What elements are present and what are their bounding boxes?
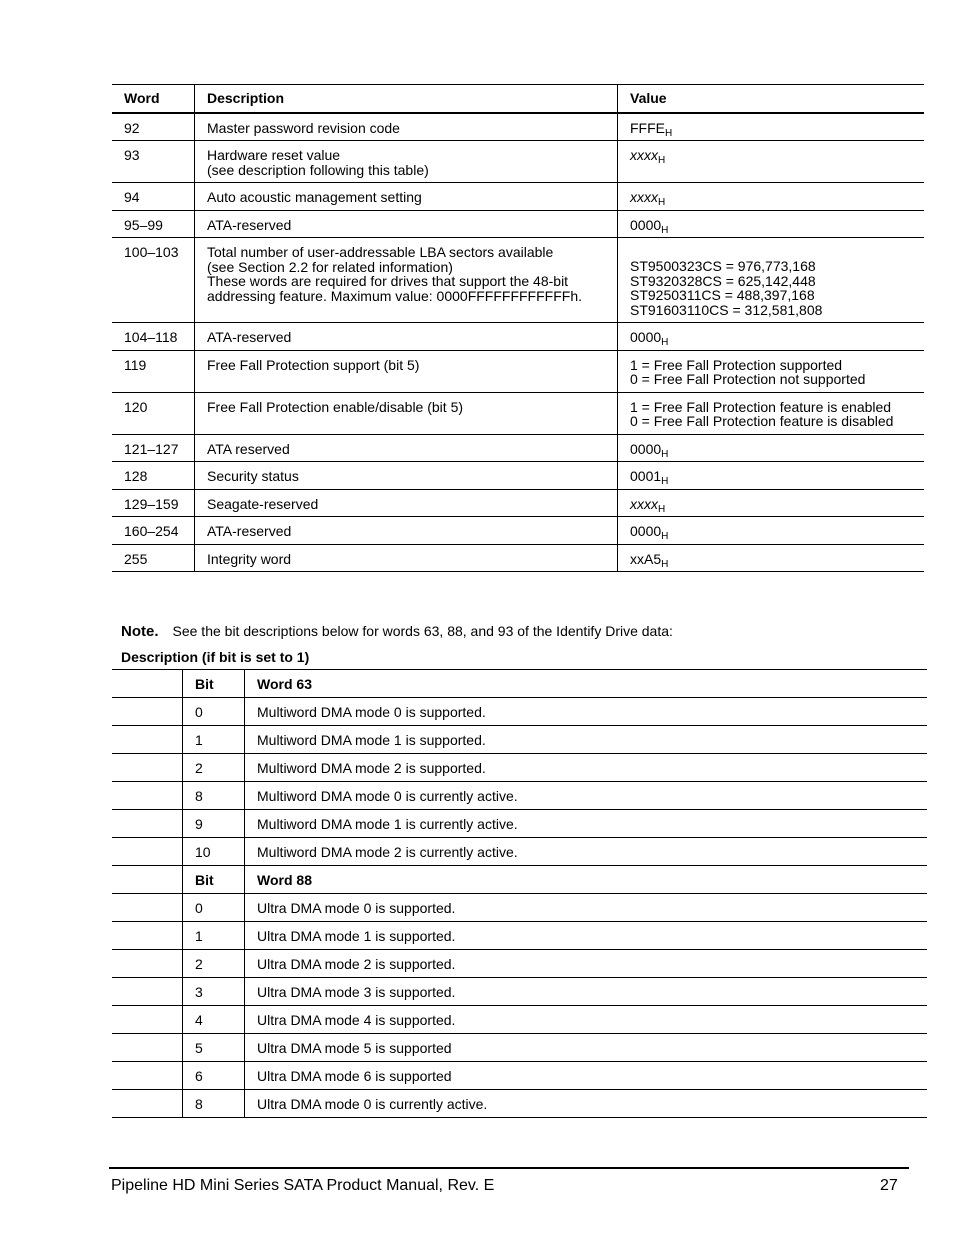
table-row xyxy=(112,323,924,351)
empty-cell xyxy=(112,866,183,894)
value-text: 1 = Free Fall Protection supported xyxy=(630,356,843,373)
description-line: Free Fall Protection enable/disable (bit 5) xyxy=(207,398,464,415)
bit-description-cell: Ultra DMA mode 6 is supported xyxy=(245,1062,928,1090)
hex-subscript: H xyxy=(665,127,673,139)
bit-cell: 1 xyxy=(183,726,245,754)
bit-table-row xyxy=(112,978,927,1006)
hex-subscript: H xyxy=(661,531,669,542)
value-line xyxy=(630,358,912,373)
value-cell xyxy=(618,350,925,392)
bit-table-row xyxy=(112,810,927,838)
word-cell: 100–103 xyxy=(112,238,195,323)
empty-cell xyxy=(112,922,183,950)
description-line: Seagate-reserved xyxy=(207,495,319,512)
bit-cell: Bit xyxy=(183,866,245,894)
bit-description-cell: Ultra DMA mode 3 is supported. xyxy=(245,978,928,1006)
identify-data-table xyxy=(112,84,924,572)
bit-description-cell: Multiword DMA mode 1 is supported. xyxy=(245,726,928,754)
bit-table-row xyxy=(112,894,927,922)
value-text: 0000 xyxy=(630,440,662,457)
table-row xyxy=(112,141,924,183)
value-cell xyxy=(618,210,925,238)
empty-cell xyxy=(112,838,183,866)
bit-table-row xyxy=(112,950,927,978)
bit-description-cell: Multiword DMA mode 2 is supported. xyxy=(245,754,928,782)
empty-cell xyxy=(112,810,183,838)
description-line: Security status xyxy=(207,468,299,484)
value-cell xyxy=(618,462,925,490)
value-text: 0001 xyxy=(630,468,662,484)
description-cell xyxy=(195,141,618,183)
word-cell: 94 xyxy=(112,183,195,211)
hex-subscript: H xyxy=(661,558,669,570)
description-line: ATA-reserved xyxy=(207,329,292,345)
description-line: ATA-reserved xyxy=(207,216,292,233)
bit-description-cell: Multiword DMA mode 1 is currently active. xyxy=(245,810,928,838)
value-text: xxxx xyxy=(630,189,658,205)
description-cell xyxy=(195,183,618,211)
value-text: xxxx xyxy=(630,495,658,512)
bit-table-row xyxy=(112,782,927,810)
empty-cell xyxy=(112,726,183,754)
value-line xyxy=(630,303,912,318)
hex-subscript: H xyxy=(658,197,666,208)
bit-cell: 5 xyxy=(183,1034,245,1062)
bit-table-body xyxy=(112,670,927,1118)
table-row xyxy=(112,210,924,238)
empty-cell xyxy=(112,782,183,810)
bit-table-row xyxy=(112,726,927,754)
value-cell xyxy=(618,113,925,141)
header-value: Value xyxy=(618,85,925,113)
description-cell xyxy=(195,517,618,545)
value-line xyxy=(630,189,912,208)
description-line: These words are required for drives that support the 48-bit xyxy=(207,273,569,289)
note xyxy=(121,623,673,640)
value-text: ST9250311CS = 488,397,168 xyxy=(630,287,815,303)
empty-cell xyxy=(112,754,183,782)
bit-description-cell: Ultra DMA mode 5 is supported xyxy=(245,1034,928,1062)
empty-cell xyxy=(112,894,183,922)
bit-table-row xyxy=(112,922,927,950)
table-row xyxy=(112,183,924,211)
bit-cell: 0 xyxy=(183,698,245,726)
bit-description-cell: Ultra DMA mode 0 is supported. xyxy=(245,894,928,922)
bit-description-cell: Word 88 xyxy=(245,866,928,894)
value-text: ST91603110CS = 312,581,808 xyxy=(630,301,823,318)
empty-cell xyxy=(112,1006,183,1034)
empty-cell xyxy=(112,1090,183,1118)
word-cell: 128 xyxy=(112,462,195,490)
hex-subscript: H xyxy=(661,224,669,236)
word-cell: 119 xyxy=(112,350,195,392)
footer-title: Pipeline HD Mini Series SATA Product Manual, Rev. E xyxy=(111,1177,495,1194)
table-row xyxy=(112,517,924,545)
table-row xyxy=(112,392,924,434)
value-text: 1 = Free Fall Protection feature is enabled xyxy=(630,398,892,415)
value-text: xxA5 xyxy=(630,550,662,567)
value-cell xyxy=(618,323,925,351)
bit-cell: 1 xyxy=(183,922,245,950)
header-word: Word xyxy=(112,85,195,113)
value-cell xyxy=(618,238,925,323)
empty-cell xyxy=(112,1034,183,1062)
table-row xyxy=(112,489,924,517)
description-cell xyxy=(195,238,618,323)
bit-cell: 8 xyxy=(183,1090,245,1118)
bit-cell: 8 xyxy=(183,782,245,810)
value-line xyxy=(630,468,912,487)
empty-cell xyxy=(112,978,183,1006)
word-cell: 120 xyxy=(112,392,195,434)
value-text: ST9320328CS = 625,142,448 xyxy=(630,272,816,289)
bit-cell: 3 xyxy=(183,978,245,1006)
description-cell xyxy=(195,489,618,517)
note-text: See the bit descriptions below for words 63, 88, and 93 of the Identify Drive data: xyxy=(172,623,673,639)
word-cell: 121–127 xyxy=(112,434,195,462)
header-description: Description xyxy=(195,85,618,113)
value-line xyxy=(630,372,912,387)
value-line xyxy=(630,414,912,429)
empty-cell xyxy=(112,698,183,726)
bit-cell: 0 xyxy=(183,894,245,922)
value-line xyxy=(630,216,912,236)
bit-description-cell: Multiword DMA mode 0 is currently active. xyxy=(245,782,928,810)
description-line: (see description following this table) xyxy=(207,161,429,178)
value-text: FFFE xyxy=(630,119,665,136)
value-text: 0000 xyxy=(630,329,662,345)
description-cell xyxy=(195,323,618,351)
value-line xyxy=(630,440,912,460)
description-line: Master password revision code xyxy=(207,119,400,136)
table-row xyxy=(112,350,924,392)
description-line: addressing feature. Maximum value: 0000FFFFFFFFFFFFh. xyxy=(207,287,582,304)
bit-description-cell: Ultra DMA mode 4 is supported. xyxy=(245,1006,928,1034)
hex-subscript: H xyxy=(661,448,669,460)
bit-description-cell: Multiword DMA mode 0 is supported. xyxy=(245,698,928,726)
word-cell: 104–118 xyxy=(112,323,195,351)
value-text: ST9500323CS = 976,773,168 xyxy=(630,258,816,274)
table-body xyxy=(112,113,924,572)
footer-rule xyxy=(109,1167,909,1169)
value-cell xyxy=(618,434,925,462)
hex-subscript: H xyxy=(661,337,669,348)
table-row xyxy=(112,434,924,462)
hex-subscript: H xyxy=(658,503,666,515)
value-text: 0 = Free Fall Protection not supported xyxy=(630,371,866,387)
value-line xyxy=(630,274,912,289)
description-cell xyxy=(195,462,618,490)
bit-cell: 10 xyxy=(183,838,245,866)
hex-subscript: H xyxy=(661,476,669,487)
value-line xyxy=(630,550,912,570)
table-row xyxy=(112,544,924,572)
value-cell xyxy=(618,392,925,434)
word-cell: 95–99 xyxy=(112,210,195,238)
description-cell xyxy=(195,113,618,141)
bit-cell: 9 xyxy=(183,810,245,838)
bit-cell: Bit xyxy=(183,670,245,698)
value-line xyxy=(630,523,912,542)
description-line: Hardware reset value xyxy=(207,147,341,163)
value-cell xyxy=(618,183,925,211)
bit-table-row xyxy=(112,838,927,866)
word-cell: 129–159 xyxy=(112,489,195,517)
value-text: xxxx xyxy=(630,147,658,163)
description-line: Integrity word xyxy=(207,550,292,567)
value-line xyxy=(630,329,912,348)
bit-cell: 4 xyxy=(183,1006,245,1034)
word-cell: 160–254 xyxy=(112,517,195,545)
bit-description-cell: Multiword DMA mode 2 is currently active. xyxy=(245,838,928,866)
description-cell xyxy=(195,350,618,392)
bit-description-cell: Ultra DMA mode 0 is currently active. xyxy=(245,1090,928,1118)
description-line: Free Fall Protection support (bit 5) xyxy=(207,356,420,373)
bit-table-row xyxy=(112,1034,927,1062)
bit-table-row xyxy=(112,754,927,782)
page-number: 27 xyxy=(880,1177,898,1194)
bit-table-header-row xyxy=(112,866,927,894)
value-line xyxy=(630,495,912,515)
table-row xyxy=(112,113,924,141)
value-line xyxy=(630,147,912,166)
description-cell xyxy=(195,544,618,572)
word-cell: 92 xyxy=(112,113,195,141)
table-row xyxy=(112,238,924,323)
table-row xyxy=(112,462,924,490)
bit-description-cell: Word 63 xyxy=(245,670,928,698)
bit-description-cell: Ultra DMA mode 1 is supported. xyxy=(245,922,928,950)
bit-cell: 2 xyxy=(183,950,245,978)
bit-cell: 2 xyxy=(183,754,245,782)
empty-cell xyxy=(112,950,183,978)
value-line xyxy=(630,119,912,139)
value-cell xyxy=(618,517,925,545)
table-header-row xyxy=(112,85,924,113)
value-line xyxy=(630,400,912,415)
bit-description-cell: Ultra DMA mode 2 is supported. xyxy=(245,950,928,978)
value-text: 0000 xyxy=(630,216,662,233)
bit-description-table xyxy=(112,669,927,1118)
description-cell xyxy=(195,210,618,238)
value-text: 0 = Free Fall Protection feature is disabled xyxy=(630,413,894,429)
bit-table-row xyxy=(112,1006,927,1034)
value-line xyxy=(630,288,912,303)
description-line: ATA reserved xyxy=(207,440,290,457)
empty-cell xyxy=(112,670,183,698)
value-cell xyxy=(618,489,925,517)
description-line: Total number of user-addressable LBA sectors available xyxy=(207,244,554,260)
empty-cell xyxy=(112,1062,183,1090)
bit-table-row xyxy=(112,1062,927,1090)
bit-table-row xyxy=(112,698,927,726)
value-text: 0000 xyxy=(630,523,662,539)
hex-subscript: H xyxy=(658,155,666,166)
word-cell: 255 xyxy=(112,544,195,572)
description-line: (see Section 2.2 for related information) xyxy=(207,258,453,275)
note-label: Note. xyxy=(121,623,159,640)
description-cell xyxy=(195,434,618,462)
description-cell xyxy=(195,392,618,434)
bit-table-title: Description (if bit is set to 1) xyxy=(121,649,310,665)
value-cell xyxy=(618,141,925,183)
value-line xyxy=(630,259,912,274)
description-line: ATA-reserved xyxy=(207,523,292,539)
word-cell: 93 xyxy=(112,141,195,183)
bit-table-row xyxy=(112,1090,927,1118)
value-cell xyxy=(618,544,925,572)
bit-table-header-row xyxy=(112,670,927,698)
bit-cell: 6 xyxy=(183,1062,245,1090)
description-line: Auto acoustic management setting xyxy=(207,189,422,205)
